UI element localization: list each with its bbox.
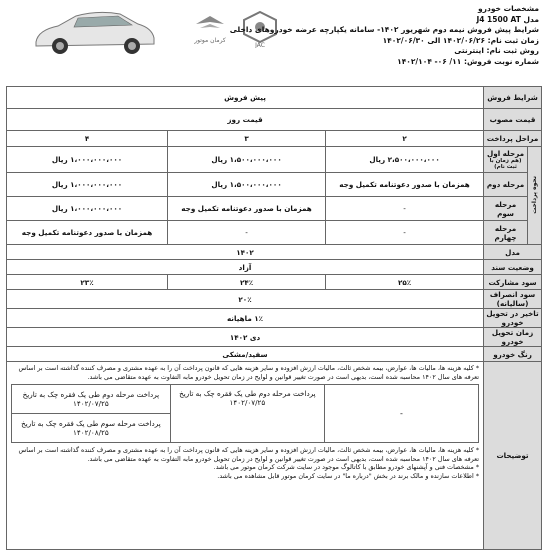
- note-2: * کلیه هزینه ها، مالیات ها، عوارض، بیمه شخص ثالث، مالیات ارزش افزوده و سایر هزینه هایی که قانون پرداخت آن را به عهده مشتری و مصرف کننده گذاشته است بر اساس تعرفه های سال ۱۴۰۲ محاسبه شده است، بدیهی است در صورت تغییر قوانین و لوایح در زمان تحویل خودرو مابه التفاوت به عهده متقاضی می باشد.: [18, 446, 480, 463]
- header-sale-round: شماره نوبت فروش: ۱۱/ ۰۶- ۱۴۰۲/۱۰۴: [397, 56, 539, 66]
- header-signup-time: زمان ثبت نام: ۱۴۰۲/۰۶/۲۶ الی ۱۴۰۲/۰۶/۳۰: [382, 35, 539, 45]
- row-payment-stages: [7, 131, 542, 147]
- stage2-value-2: همزمان با صدور دعوتنامه تکمیل وجه: [326, 173, 484, 197]
- value-delivery: دی ۱۴۰۲: [7, 328, 484, 347]
- label-color: رنگ خودرو: [484, 347, 542, 362]
- header-conditions: شرایط پیش فروش نیمه دوم شهریور ۱۴۰۲- سامانه یکپارچه عرضه خودروهای داخلی: [229, 25, 539, 34]
- kerman-motor-logo: [190, 12, 230, 46]
- note-4: * اطلاعات سازنده و مالک برند در بخش "درباره ما" در سایت کرمان موتور قابل مشاهده می باشد.: [217, 471, 480, 480]
- note-1: * کلیه هزینه ها، مالیات ها، عوارض، بیمه شخص ثالث، مالیات ارزش افزوده و سایر هزینه هایی که قانون پرداخت آن را به عهده مشتری و مصرف کننده گذاشته است بر اساس تعرفه های سال ۱۴۰۲ محاسبه شده است، بدیهی است در صورت تغییر قوانین و لوایح در زمان تحویل خودرو مابه التفاوت به عهده متقاضی می باشد.: [18, 364, 480, 381]
- row-stage3: [7, 197, 542, 221]
- stage2-value-4: ۱،۰۰۰،۰۰۰،۰۰۰ ریال: [7, 173, 168, 197]
- row-color: [7, 347, 542, 362]
- value-delay: ۱٪ ماهیانه: [7, 309, 484, 328]
- row-annual: [7, 290, 542, 309]
- stage2-value-3: ۱،۵۰۰،۰۰۰،۰۰۰ ریال: [168, 173, 326, 197]
- notes-cell: [7, 362, 484, 550]
- stage1-value-2: ۲،۵۰۰،۰۰۰،۰۰۰ ریال: [326, 147, 484, 173]
- stage-col-2: ۲: [326, 131, 484, 147]
- stage3-value-3: همزمان با صدور دعوتنامه تکمیل وجه: [168, 197, 326, 221]
- stage3-value-2: -: [326, 197, 484, 221]
- row-delay: [7, 309, 542, 328]
- svg-text:کرمان موتور: کرمان موتور: [194, 37, 226, 44]
- value-annual: ۲۰٪: [7, 290, 484, 309]
- label-sale-conditions: شرایط فروش: [484, 87, 542, 109]
- check-4-a: پرداخت مرحله دوم طی یک فقره چک به تاریخ ۱۴۰۲/۰۷/۲۵: [12, 385, 171, 414]
- row-stage4: [7, 221, 542, 245]
- label-model: مدل: [484, 245, 542, 260]
- label-annual: سود انصراف (سالیانه): [484, 290, 542, 309]
- row-stage1: [7, 147, 542, 173]
- value-sale-type: پیش فروش: [7, 87, 484, 109]
- row-delivery: [7, 328, 542, 347]
- value-color: سفید/مشکی: [7, 347, 484, 362]
- label-doc-status: وضعیت سند: [484, 260, 542, 275]
- header-title: مشخصات خودرو: [478, 4, 539, 13]
- label-stage3: مرحله سوم: [484, 197, 528, 221]
- label-approved-price: قیمت مصوب: [484, 109, 542, 131]
- label-delivery: زمان تحویل خودرو: [484, 328, 542, 347]
- stage3-value-4: ۱،۰۰۰،۰۰۰،۰۰۰ ریال: [7, 197, 168, 221]
- partnership-value-4: ۲۳٪: [7, 275, 168, 290]
- row-doc-status: [7, 260, 542, 275]
- row-sale-conditions: [7, 87, 542, 109]
- note-3: * مشخصات فنی و آپشنهای خودرو مطابق با کاتالوگ موجود در سایت شرکت کرمان موتور می باشد.: [213, 463, 480, 472]
- header-signup-method: روش ثبت نام: اینترنتی: [454, 46, 539, 55]
- label-delay: تاخیر در تحویل خودرو: [484, 309, 542, 328]
- sales-table: [6, 86, 542, 550]
- label-notes: توضیحات: [484, 362, 542, 550]
- stage1-value-4: ۱،۰۰۰،۰۰۰،۰۰۰ ریال: [7, 147, 168, 173]
- check-table: [11, 384, 479, 443]
- label-payment-stages: مراحل پرداخت: [484, 131, 542, 147]
- svg-text:JAC: JAC: [255, 42, 265, 48]
- label-payment-method: نحوه پرداخت: [528, 147, 542, 245]
- check-3-a: پرداخت مرحله دوم طی یک فقره چک به تاریخ ۱۴۰۲/۰۷/۲۵: [170, 385, 324, 443]
- stage-col-4: ۴: [7, 131, 168, 147]
- row-notes: [7, 362, 542, 550]
- stage4-value-2: -: [326, 221, 484, 245]
- stage-col-3: ۳: [168, 131, 326, 147]
- partnership-value-3: ۲۴٪: [168, 275, 326, 290]
- label-stage4: مرحله چهارم: [484, 221, 528, 245]
- label-stage2: مرحله دوم: [484, 173, 528, 197]
- label-partnership: سود مشارکت: [484, 275, 542, 290]
- row-stage2: [7, 173, 542, 197]
- row-approved-price: [7, 109, 542, 131]
- label-stage1: مرحله اول (هم زمان با ثبت نام): [484, 147, 528, 173]
- row-partnership: [7, 275, 542, 290]
- value-model: ۱۴۰۲: [7, 245, 484, 260]
- check-dash: -: [324, 385, 478, 443]
- value-doc-status: آزاد: [7, 260, 484, 275]
- stage4-value-3: -: [168, 221, 326, 245]
- header-model: مدل J4 1500 AT: [476, 14, 539, 24]
- row-model: [7, 245, 542, 260]
- stage1-value-3: ۱،۵۰۰،۰۰۰،۰۰۰ ریال: [168, 147, 326, 173]
- car-image: [28, 6, 158, 58]
- partnership-value-2: ۲۵٪: [326, 275, 484, 290]
- check-4-b: پرداخت مرحله سوم طی یک فقره چک به تاریخ ۱۴۰۲/۰۸/۲۵: [12, 414, 171, 443]
- value-approved-price: قیمت روز: [7, 109, 484, 131]
- stage4-value-4: همزمان با صدور دعوتنامه تکمیل وجه: [7, 221, 168, 245]
- header: [0, 0, 547, 86]
